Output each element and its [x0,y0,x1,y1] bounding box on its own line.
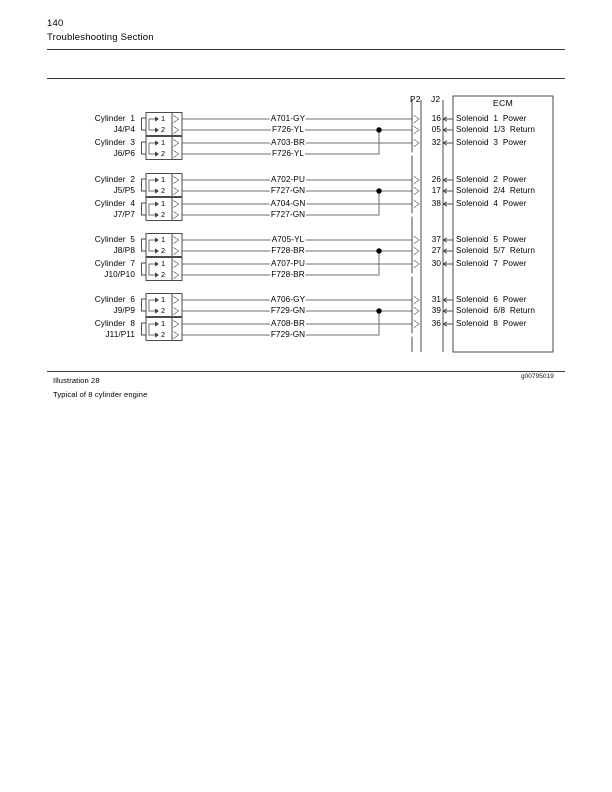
wire-label: F729-GN [270,329,306,339]
harness-connector-label: J8/P8 [113,245,135,255]
wire-label: A702-PU [271,174,305,184]
section-title: Troubleshooting Section [47,32,154,43]
ecm-pin-number: 26 [431,174,441,184]
ecm-pin-number: 36 [431,318,441,328]
connector-pin-number: 1 [161,138,166,147]
bus-label-j2: J2 [431,94,441,104]
ecm-pin-number: 17 [431,185,441,195]
harness-connector-label: J6/P6 [113,148,135,158]
connector-pin-number: 1 [161,114,166,123]
wire-label: A704-GN [270,198,306,208]
wire-label: F727-GN [270,209,306,219]
ecm-title: ECM [492,98,514,108]
ecm-function-label: Solenoid 8 Power [456,318,527,328]
ecm-pin-number: 05 [431,124,441,134]
ecm-pin-number: 31 [431,294,441,304]
illustration-description: Typical of 8 cylinder engine [53,390,148,399]
cylinder-label: Cylinder 5 [94,234,135,244]
connector-pin-number: 2 [161,149,166,158]
harness-connector-label: J7/P7 [113,209,135,219]
ecm-pin-number: 30 [431,258,441,268]
caption-rule [47,371,565,372]
ecm-function-label: Solenoid 6 Power [456,294,527,304]
ecm-pin-number: 37 [431,234,441,244]
connector-pin-number: 1 [161,319,166,328]
cylinder-label: Cylinder 6 [94,294,135,304]
connector-pin-number: 2 [161,246,166,255]
graphic-id: g00795019 [521,373,554,380]
ecm-function-label: Solenoid 6/8 Return [456,305,536,315]
wire-label: F727-GN [270,185,306,195]
harness-connector-label: J9/P9 [113,305,135,315]
ecm-function-label: Solenoid 5/7 Return [456,245,536,255]
connector-pin-number: 2 [161,306,166,315]
page-number: 140 [47,18,64,29]
harness-connector-label: J11/P11 [105,329,135,339]
bus-label-p2: P2 [410,94,421,104]
ecm-function-label: Solenoid 3 Power [456,137,527,147]
ecm-function-label: Solenoid 2 Power [456,174,527,184]
wire-label: A708-BR [271,318,305,328]
ecm-function-label: Solenoid 1/3 Return [456,124,536,134]
wire-label: F726-YL [271,124,305,134]
cylinder-label: Cylinder 7 [94,258,135,268]
connector-pin-number: 1 [161,199,166,208]
harness-connector-label: J5/P5 [113,185,135,195]
ecm-pin-number: 39 [431,305,441,315]
ecm-function-label: Solenoid 5 Power [456,234,527,244]
ecm-function-label: Solenoid 7 Power [456,258,527,268]
connector-pin-number: 1 [161,175,166,184]
connector-pin-number: 2 [161,330,166,339]
connector-pin-number: 2 [161,210,166,219]
ecm-pin-number: 27 [431,245,441,255]
wire-label: A706-GY [270,294,306,304]
ecm-function-label: Solenoid 4 Power [456,198,527,208]
connector-pin-number: 1 [161,295,166,304]
ecm-function-label: Solenoid 2/4 Return [456,185,536,195]
connector-pin-number: 1 [161,235,166,244]
cylinder-label: Cylinder 3 [94,137,135,147]
ecm-function-label: Solenoid 1 Power [456,113,527,123]
connector-pin-number: 2 [161,186,166,195]
ecm-pin-number: 32 [431,137,441,147]
cylinder-label: Cylinder 4 [94,198,135,208]
cylinder-label: Cylinder 2 [94,174,135,184]
cylinder-label: Cylinder 8 [94,318,135,328]
wire-label: A703-BR [271,137,305,147]
wire-label: A701-GY [270,113,306,123]
ecm-pin-number: 38 [431,198,441,208]
cylinder-label: Cylinder 1 [94,113,135,123]
connector-pin-number: 2 [161,125,166,134]
harness-connector-label: J10/P10 [104,269,135,279]
wire-label: F729-GN [270,305,306,315]
wire-label: F726-YL [271,148,305,158]
harness-connector-label: J4/P4 [113,124,135,134]
illustration-number: Illustration 28 [53,376,100,385]
connector-pin-number: 1 [161,259,166,268]
wire-label: A707-PU [271,258,305,268]
wire-label: F728-BR [271,269,305,279]
ecm-pin-number: 16 [431,113,441,123]
wire-label: F728-BR [271,245,305,255]
connector-pin-number: 2 [161,270,166,279]
wire-label: A705-YL [271,234,305,244]
